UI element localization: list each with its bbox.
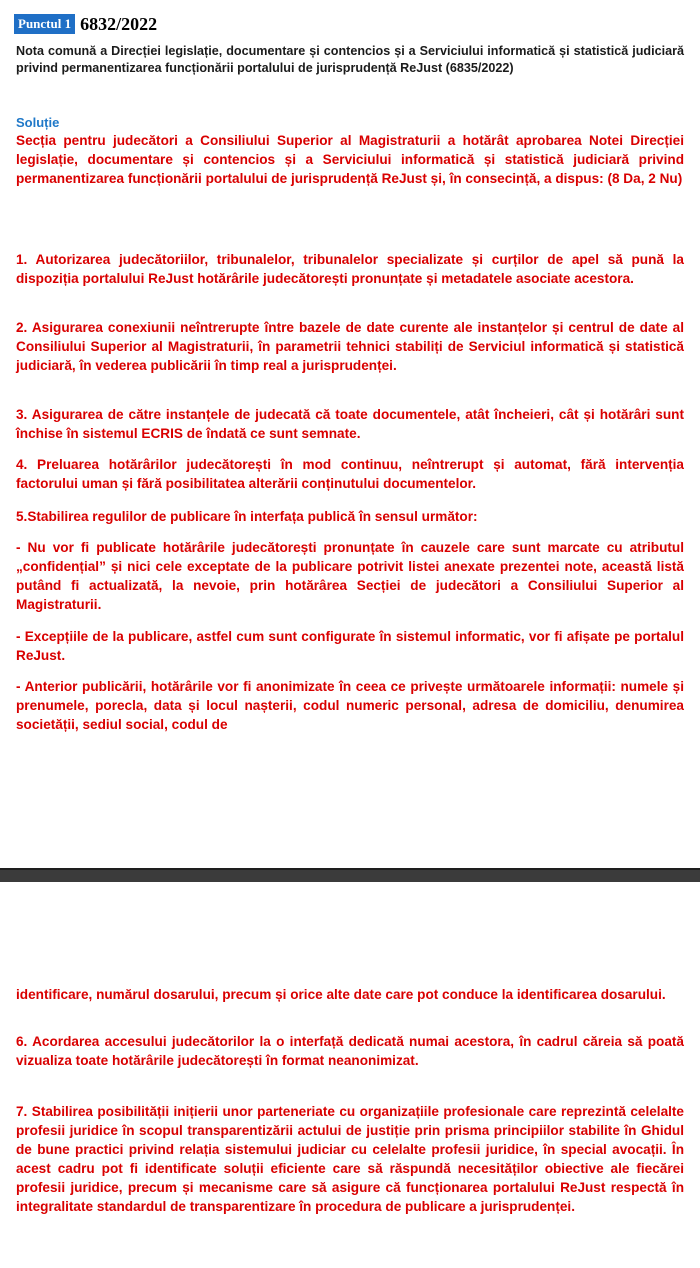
list-subitem-confidential: - Nu vor fi publicate hotărârile judecătorești pronunțate în cauzele care sunt marcate cu atributul „confidențial” și nici cele exceptate de la publicare potrivit listei anexate prezentei note, această listă putând fi actualizată, la nevoie, prin hotărârea Secției de judecători a Consiliului Superior al Magistraturii.	[16, 540, 684, 612]
anonymization-continued: identificare, numărul dosarului, precum și orice alte date care pot conduce la identificarea dosarului.	[16, 987, 666, 1002]
list-item-7: 7. Stabilirea posibilității inițierii unor parteneriate cu organizațiile profesionale care reprezintă celelalte profesii juridice în scopul transparentizării actului de justiție prin prisma principiilor stabilite în Ghidul de bune practici privind relația sistemului judiciar cu celelalte profesii juridice, în special avocații. În acest cadru pot fi identificate soluții eficiente care să răspundă necesităților obiective ale fiecărei profesii juridice, precum și mecanisme care să asigure că funcționarea portalului ReJust respectă în integralitate standardul de transparentizare în procedura de publicare a jurisprudenței.	[16, 1104, 684, 1214]
list-item-2: 2. Asigurarea conexiunii neîntrerupte între bazele de date curente ale instanțelor și centrul de date al Consiliului Superior al Magistraturii, în parametrii tehnici stabiliți de Serviciul informatică și statistică judiciară, în vederea publicării în timp real a jurisprudenței.	[16, 320, 684, 373]
solutie-label: Soluție	[16, 115, 60, 130]
document-page-2	[0, 882, 700, 1268]
item-header	[14, 12, 157, 36]
list-item-1: 1. Autorizarea judecătoriilor, tribunalelor, tribunalelor specializate și curților de apel să pună la dispoziția portalului ReJust hotărârile judecătorești pronunțate și metadatele asociate acestora.	[16, 252, 684, 286]
solutie-text: Secția pentru judecători a Consiliului Superior al Magistraturii a hotărât aprobarea Notei Direcției legislație, documentare și contencios și a Serviciului informatică și statistică judiciară privind permanentizarea funcționării portalului de jurisprudență ReJust și, în consecință, a dispus: (8 Da, 2 Nu)	[16, 133, 684, 186]
registration-number: 6832/2022	[80, 13, 158, 34]
list-subitem-exceptions: - Excepțiile de la publicare, astfel cum sunt configurate în sistemul informatic, vor fi afișate pe portalul ReJust.	[16, 629, 684, 663]
list-item-5: 5.Stabilirea regulilor de publicare în interfața publică în sensul următor:	[16, 509, 478, 524]
list-item-6: 6. Acordarea accesului judecătorilor la o interfață dedicată numai acestora, în cadrul căreia să poată vizualiza toate hotărârile judecătorești în format neanonimizat.	[16, 1034, 684, 1068]
nota-title: Nota comună a Direcției legislație, documentare și contencios și a Serviciului informatică și statistică judiciară privind permanentizarea funcționării portalului de jurisprudență ReJust (6835/2022)	[16, 44, 684, 75]
list-subitem-anonymization: - Anterior publicării, hotărârile vor fi anonimizate în ceea ce privește următoarele informații: numele și prenumele, porecla, data și locul nașterii, codul numeric personal, adresa de domiciliu, denumirea societății, sediul social, codul de	[16, 679, 684, 732]
list-item-4: 4. Preluarea hotărârilor judecătorești în mod continuu, neîntrerupt și automat, fără intervenția factorului uman și fără posibilitatea alterării conținutului documentelor.	[16, 457, 684, 491]
list-item-3: 3. Asigurarea de către instanțele de judecată că toate documentele, atât încheieri, cât și hotărâri sunt închise în sistemul ECRIS de îndată ce sunt semnate.	[16, 407, 684, 441]
punct-badge: Punctul 1	[14, 14, 75, 34]
